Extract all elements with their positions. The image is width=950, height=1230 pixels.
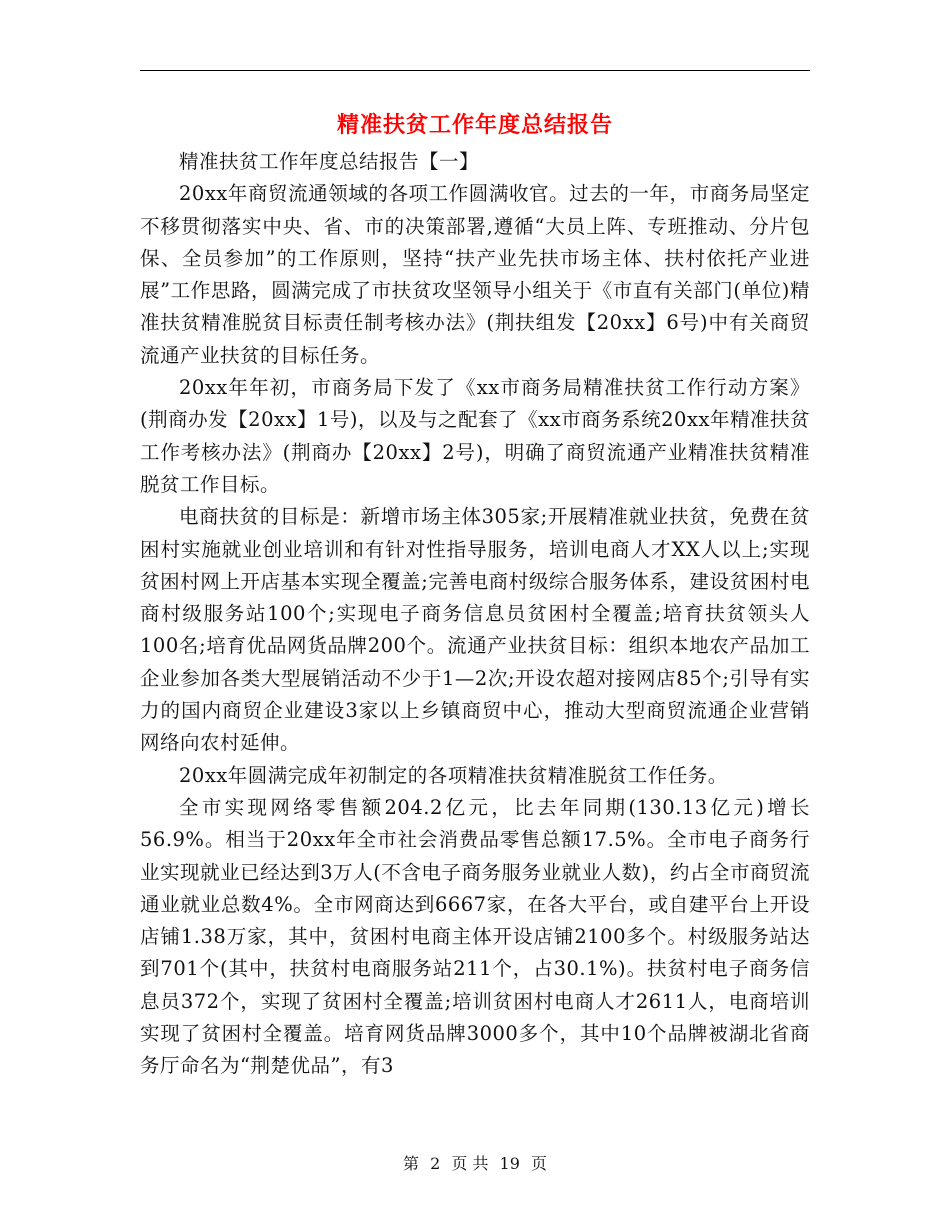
- footer-total-pages: 19: [499, 1154, 520, 1173]
- paragraph-4: 电商扶贫的目标是：新增市场主体305家;开展精准就业扶贫，免费在贫困村实施就业创业培训和有针对性指导服务，培训电商人才XX人以上;实现贫困村网上开店基本实现全覆盖;完善电商村级综合服务体系，建设贫困村电商村级服务站100个;实现电子商务信息员贫困村全覆盖;培育扶贫领头人100名;培育优品网货品牌200个。流通产业扶贫目标：组织本地农产品加工企业参加各类大型展销活动不少于1—2次;开设农超对接网店85个;引导有实力的国内商贸企业建设3家以上乡镇商贸中心，推动大型商贸流通企业营销网络向农村延伸。: [140, 505, 810, 755]
- page-footer: [140, 1152, 810, 1176]
- paragraph-5: 20xx年圆满完成年初制定的各项精准扶贫精准脱贫工作任务。: [179, 763, 728, 787]
- footer-mid: 页 共: [451, 1154, 489, 1173]
- footer-current-page: 2: [430, 1154, 441, 1173]
- document-body: [140, 146, 810, 1083]
- footer-suffix: 页: [531, 1154, 548, 1173]
- paragraph-3: 20xx年年初，市商务局下发了《xx市商务局精准扶贫工作行动方案》(荆商办发【20xx】1号)，以及与之配套了《xx市商务系统20xx年精准扶贫工作考核办法》(荆商办【20xx】2号)，明确了商贸流通产业精准扶贫精准脱贫工作目标。: [140, 376, 810, 496]
- paragraph-1: 精准扶贫工作年度总结报告【一】: [179, 150, 480, 173]
- paragraph-2: 20xx年商贸流通领域的各项工作圆满收官。过去的一年，市商务局坚定不移贯彻落实中央、省、市的决策部署,遵循“大员上阵、专班推动、分片包保、全员参加”的工作原则，坚持“扶产业先扶市场主体、扶村依托产业进展”工作思路，圆满完成了市扶贫攻坚领导小组关于《市直有关部门(单位)精准扶贫精准脱贫目标责任制考核办法》(荆扶组发【20xx】6号)中有关商贸流通产业扶贫的目标任务。: [140, 182, 810, 367]
- document-title: 精准扶贫工作年度总结报告: [336, 112, 613, 138]
- paragraph-6: 全市实现网络零售额204.2亿元，比去年同期(130.13亿元)增长56.9%。相当于20xx年全市社会消费品零售总额17.5%。全市电子商务行业实现就业已经达到3万人(不含电子商务服务业就业人数)，约占全市商贸流通业就业总数4%。全市网商达到6667家，在各大平台，或自建平台上开设店铺1.38万家，其中，贫困村电商主体开设店铺2100多个。村级服务站达到701个(其中，扶贫村电商服务站211个，占30.1%)。扶贫村电子商务信息员372个，实现了贫困村全覆盖;培训贫困村电商人才2611人，电商培训实现了贫困村全覆盖。培育网货品牌3000多个，其中10个品牌被湖北省商务厅命名为“荆楚优品”，有3: [140, 795, 810, 1078]
- header-rule: [140, 70, 810, 71]
- footer-prefix: 第: [402, 1154, 419, 1173]
